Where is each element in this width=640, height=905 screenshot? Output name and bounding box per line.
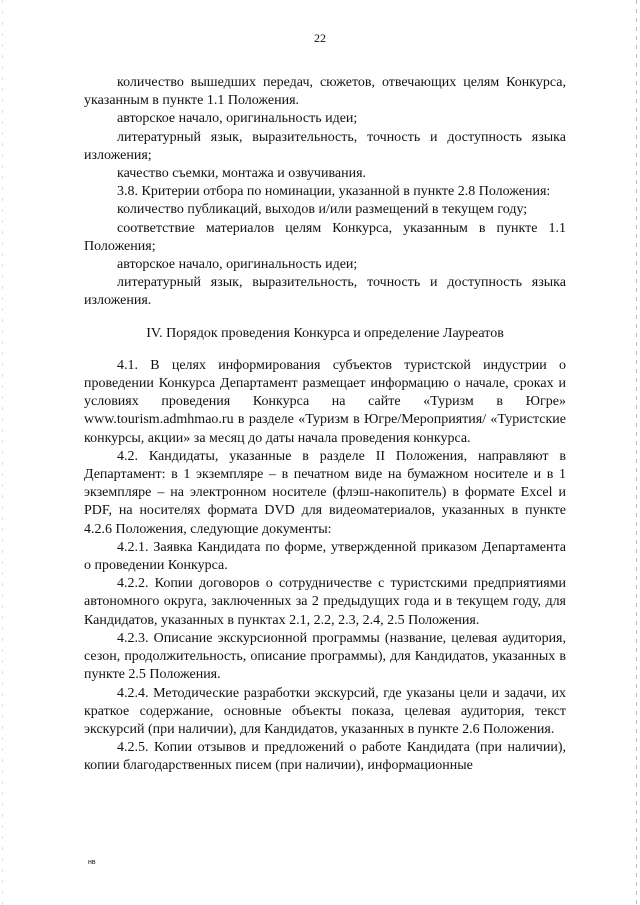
paragraph: 4.2.3. Описание экскурсионной программы (название, целевая аудитория, сезон, продолжительность, описание программы), для Кандидатов, указанных в пункте 2.5 Положения. [84,630,566,683]
paragraph: 4.2. Кандидаты, указанные в разделе II Положения, направляют в Департамент: в 1 экземпляре – в печатном виде на бумажном носителе и в 1 экземпляре – на электронном носителе (флэш-накопитель) в формате Excel и PDF, на носителях формата DVD для видеоматериалов, указанных в пункте 4.2.6 Положения, следующие документы: [84,448,566,537]
paragraph: 4.2.2. Копии договоров о сотрудничестве с туристскими предприятиями автономного округа, заключенных за 2 предыдущих года и в текущем году, для Кандидатов, указанных в пунктах 2.1, 2.2, 2.3, 2.4, 2.5 Положения. [84,576,566,628]
paragraph: качество съемки, монтажа и озвучивания. [117,166,367,182]
paragraph: литературный язык, выразительность, точность и доступность языка изложения. [84,275,566,309]
scan-edge-right [636,0,637,905]
scan-edge-left [2,0,3,905]
paragraph: литературный язык, выразительность, точность и доступность языка изложения; [84,129,566,163]
paragraph: авторское начало, оригинальность идеи; [117,111,358,127]
paragraph: 4.2.4. Методические разработки экскурсий, где указаны цели и задачи, их краткое содержание, основные объекты показа, целевая аудитория, текст экскурсий (при наличии), для Кандидатов, указанных в пункте 2.6 Положения. [84,685,566,737]
paragraph: 4.1. В целях информирования субъектов туристской индустрии о проведении Конкурса Департамент размещает информацию о начале, сроках и условиях проведения Конкурса на сайте «Туризм в Югре» www.tourism.admhmao.ru в разделе «Туризм в Югре/Мероприятия/ «Туристские конкурсы, акции» за месяц до даты начала проведения конкурса. [84,357,566,446]
paragraph: 3.8. Критерии отбора по номинации, указанной в пункте 2.8 Положения: [117,184,551,200]
paragraph: 4.2.1. Заявка Кандидата по форме, утвержденной приказом Департамента о проведении Конкурса. [84,539,566,574]
paragraph: 4.2.5. Копии отзывов и предложений о работе Кандидата (при наличии), копии благодарственных писем (при наличии), информационные [84,740,566,774]
paragraph: соответствие материалов целям Конкурса, указанным в пункте 1.1 Положения; [84,220,566,254]
section-heading: IV. Порядок проведения Конкурса и определение Лауреатов [146,325,504,341]
paragraph: авторское начало, оригинальность идеи; [117,257,358,273]
document-body [84,74,566,776]
footer-initials: нв [88,859,96,866]
page-number: 22 [314,31,326,45]
paragraph: количество публикаций, выходов и/или размещений в текущем году; [117,202,528,218]
paragraph: количество вышедших передач, сюжетов, отвечающих целям Конкурса, указанным в пункте 1.1 Положения. [84,75,566,109]
